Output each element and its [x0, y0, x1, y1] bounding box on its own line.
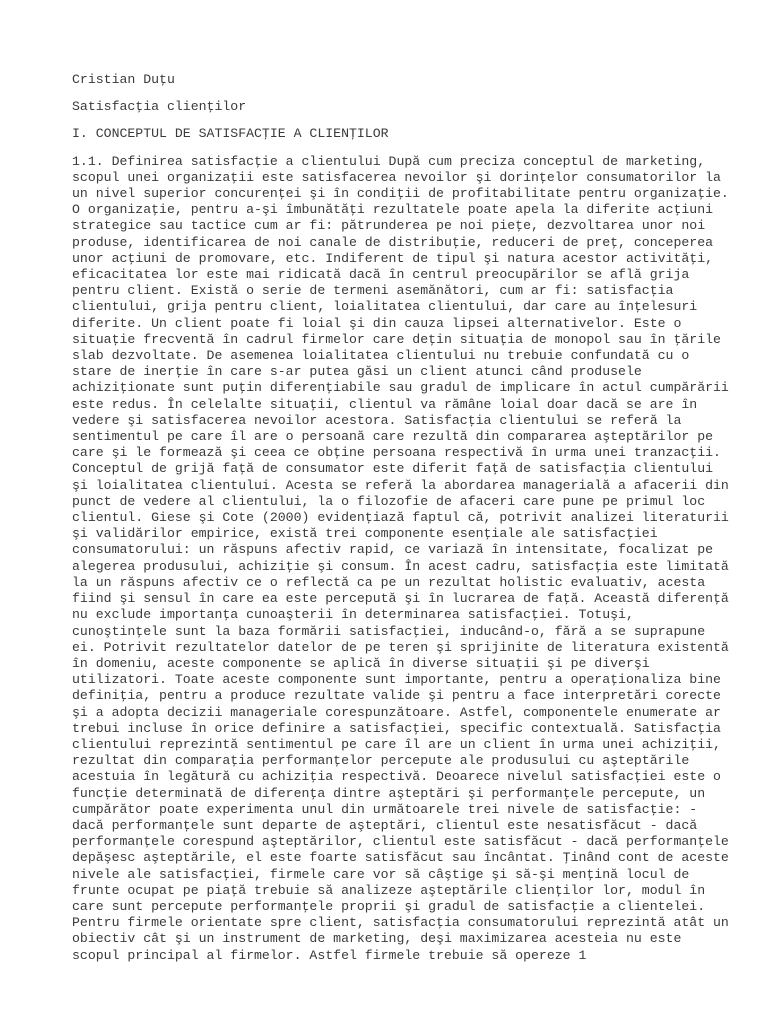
- body-line: care sunt percepute performanţele proprii şi gradul de satisfacţie a clientelei.: [72, 898, 706, 914]
- body-line: cumpărător poate experimenta unul din următoarele trei nivele de satisfacţie: -: [72, 801, 698, 817]
- document-page: [72, 72, 729, 964]
- body-line: eficacitatea lor este mai ridicată dacă în centrul preocupărilor se află grija: [72, 267, 690, 283]
- body-line: la un răspuns afectiv ce o reflectă ca pe un rezultat holistic evaluativ, acesta: [72, 574, 706, 590]
- body-line: dacă performanţele sunt departe de aşteptări, clientul este nesatisfăcut - dacă: [72, 817, 698, 833]
- body-line: un nivel superior concurenţei şi în condiţii de profitabilitate pentru organizaţie.: [72, 186, 729, 202]
- body-line: consumatorului: un răspuns afectiv rapid, ce variază în intensitate, focalizat pe: [72, 542, 714, 558]
- body-line: cunoştinţele sunt la baza formării satisfacţiei, inducând-o, fără a se suprapune: [72, 623, 706, 639]
- body-line: nivele ale satisfacţiei, firmele care vor să câştige şi să-şi menţină locul de: [72, 866, 690, 882]
- author-name: Cristian Duţu: [72, 72, 175, 87]
- body-line: este redus. În celelalte situaţii, clientul va rămâne loial doar dacă se are în: [72, 396, 698, 412]
- body-line: slab dezvoltate. De asemenea loialitatea clientului nu trebuie confundată cu o: [72, 348, 690, 364]
- body-line: sentimentul pe care îl are o persoană care rezultă din compararea aşteptărilor pe: [72, 429, 714, 445]
- body-line: Pentru firmele orientate spre client, satisfacţia consumatorului reprezintă atât un: [72, 915, 729, 931]
- body-line: alegerea produsului, achiziţie şi consum. În acest cadru, satisfacţia este limitată: [72, 558, 729, 574]
- body-line: depăşesc aşteptările, el este foarte satisfăcut sau încântat. Ţinând cont de aceste: [72, 850, 729, 866]
- body-line: definiţia, pentru a produce rezultate valide şi pentru a face interpretări corecte: [72, 688, 721, 704]
- body-line: strategice sau tactice cum ar fi: pătrunderea pe noi pieţe, dezvoltarea unor noi: [72, 218, 706, 234]
- body-line: achiziţionate sunt puţin diferenţiabile sau gradul de implicare în actul cumpărării: [72, 380, 729, 396]
- body-line: unor acţiuni de promovare, etc. Indiferent de tipul şi natura acestor activităţi,: [72, 250, 714, 266]
- body-line: frunte ocupat pe piaţă trebuie să analizeze aşteptările clienţilor lor, modul în: [72, 882, 706, 898]
- body-line: vedere şi satisfacerea nevoilor acestora. Satisfacţia clientului se referă la: [72, 412, 682, 428]
- body-line: acestuia în legătură cu achiziţia respectivă. Deoarece nivelul satisfacţiei este o: [72, 769, 721, 785]
- body-line: Conceptul de grijă faţă de consumator este diferit faţă de satisfacţia clientului: [72, 461, 714, 477]
- body-line: trebui incluse în orice definire a satisfacţiei, specific contextuală. Satisfacţia: [72, 720, 721, 736]
- body-line: în domeniu, aceste componente se aplică în diverse situaţii şi pe diverşi: [72, 655, 650, 671]
- body-line: ei. Potrivit rezultatelor datelor de pe teren şi sprijinite de literatura existentă: [72, 639, 729, 655]
- body-line: obiectiv cât şi un instrument de marketing, deşi maximizarea acesteia nu este: [72, 931, 682, 947]
- body-line: utilizatori. Toate aceste componente sunt importante, pentru a operaţionaliza bine: [72, 672, 721, 688]
- body-line: şi a adopta decizii manageriale corespunzătoare. Astfel, componentele enumerate ar: [72, 704, 721, 720]
- body-line: şi validărilor empirice, există trei componente esenţiale ale satisfacţiei: [72, 526, 658, 542]
- body-line: care şi le formează şi ceea ce obţine persoana respectivă în urma unei tranzacţii.: [72, 445, 721, 461]
- document-title: Satisfacţia clienţilor: [72, 99, 247, 115]
- body-line: stare de inerţie în care s-ar putea găsi un client atunci când produsele: [72, 364, 642, 380]
- body-line: diferite. Un client poate fi loial şi din cauza lipsei alternativelor. Este o: [72, 315, 682, 331]
- body-line: nu exclude importanţa cunoaşterii în determinarea satisfacţiei. Totuşi,: [72, 607, 634, 623]
- body-line: punct de vedere al clientului, la o filozofie de afaceri care pune pe primul loc: [72, 493, 706, 509]
- body-line: rezultat din comparaţia performanţelor percepute ale produsului cu aşteptările: [72, 753, 690, 769]
- body-line: scopul principal al firmelor. Astfel firmele trebuie să opereze 1: [72, 947, 587, 963]
- body-line: 1.1. Definirea satisfacţie a clientului După cum preciza conceptul de marketing,: [72, 153, 706, 169]
- body-line: şi loialitatea clientului. Acesta se referă la abordarea managerială a afacerii din: [72, 477, 729, 493]
- body-line: performanţele corespund aşteptărilor, clientul este satisfăcut - dacă performanţele: [72, 834, 729, 850]
- body-line: pentru client. Există o serie de termeni asemănători, cum ar fi: satisfacţia: [72, 283, 674, 299]
- body-line: O organizaţie, pentru a-şi îmbunătăţi rezultatele poate apela la diferite acţiuni: [72, 202, 714, 218]
- body-line: funcţie determinată de diferenţa dintre aşteptări şi performanţele percepute, un: [72, 785, 706, 801]
- body-line: clientul. Giese şi Cote (2000) evidenţiază faptul că, potrivit analizei literaturii: [72, 510, 729, 526]
- body-line: situaţie frecventă în cadrul firmelor care deţin situaţia de monopol sau în ţările: [72, 331, 721, 347]
- body-line: fiind şi sensul în care ea este percepută şi în lucrarea de faţă. Această diferenţă: [72, 591, 729, 607]
- section-heading: I. CONCEPTUL DE SATISFACŢIE A CLIENŢILOR: [72, 126, 389, 142]
- body-line: clientului reprezintă sentimentul pe care îl are un client în urma unei achiziţii,: [72, 736, 721, 752]
- body-paragraph: [72, 153, 729, 964]
- body-line: clientului, grija pentru client, loialitatea clientului, dar care au înţelesuri: [72, 299, 698, 315]
- body-line: scopul unei organizaţii este satisfacerea nevoilor şi dorinţelor consumatorilor la: [72, 169, 721, 185]
- body-line: produse, identificarea de noi canale de distribuţie, reduceri de preţ, conceperea: [72, 234, 714, 250]
